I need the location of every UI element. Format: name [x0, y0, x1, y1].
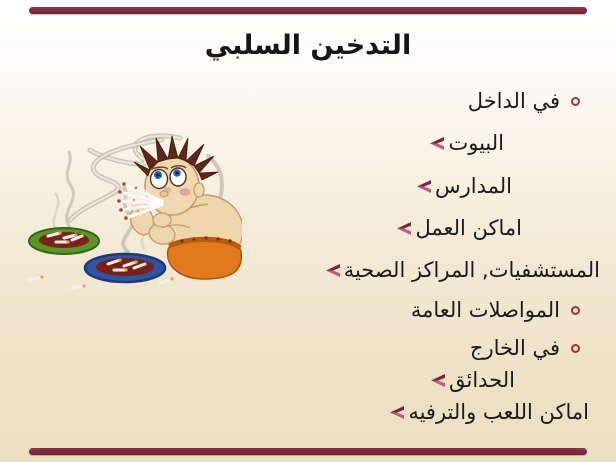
circle-bullet-icon	[571, 344, 580, 353]
bullet-item	[431, 365, 515, 395]
bullet-text: اماكن اللعب والترفيه	[408, 400, 589, 424]
arrow-bullet-icon	[326, 264, 341, 277]
bullet-text: المستشفيات, المراكز الصحية	[343, 258, 600, 282]
bullet-text: المواصلات العامة	[410, 298, 560, 322]
bullet-item	[390, 397, 589, 427]
arrow-bullet-icon	[430, 137, 445, 150]
bullet-text: في الداخل	[467, 89, 560, 113]
bottom-accent-bar	[29, 448, 587, 455]
smoking-cartoon-illustration	[12, 128, 242, 298]
arrow-bullet-icon	[397, 222, 412, 235]
top-accent-bar	[29, 7, 587, 14]
circle-bullet-icon	[571, 306, 580, 315]
bullet-item	[470, 333, 580, 363]
slide-title: التدخين السلبي	[204, 30, 412, 61]
bullet-text: في الخارج	[469, 336, 560, 360]
circle-bullet-icon	[571, 97, 580, 106]
arrow-bullet-icon	[390, 406, 405, 419]
bullet-item	[411, 295, 580, 325]
bullet-text: البيوت	[448, 131, 504, 155]
bullet-item	[430, 128, 504, 158]
bullet-text: اماكن العمل	[415, 216, 522, 240]
arrow-bullet-icon	[417, 180, 432, 193]
bullet-item	[326, 255, 600, 285]
bullet-item	[468, 86, 580, 116]
arrow-bullet-icon	[431, 374, 446, 387]
bullet-item	[417, 171, 512, 201]
bullet-text: الحدائق	[448, 368, 515, 392]
bullet-item	[397, 213, 522, 243]
bullet-text: المدارس	[434, 174, 512, 198]
